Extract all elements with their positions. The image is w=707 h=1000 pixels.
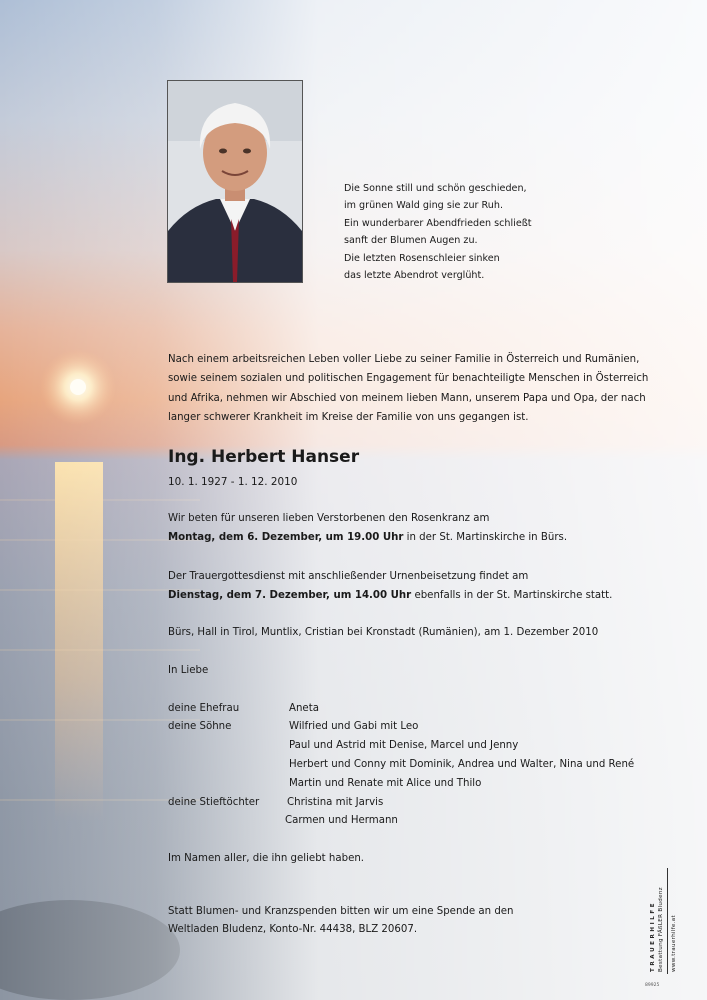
poem-line: im grünen Wald ging sie zur Ruh. (344, 200, 503, 212)
poem-line: sanft der Blumen Augen zu. (344, 235, 478, 247)
funeral-place: ebenfalls in der St. Martinskirche statt. (411, 590, 613, 601)
funeral-service-logo (648, 868, 694, 980)
deceased-name: Ing. Herbert Hanser (168, 447, 360, 467)
rosary-date: Montag, dem 6. Dezember, um 19.00 Uhr (168, 532, 404, 543)
family-name: Wilfried und Gabi mit Leo (289, 721, 419, 732)
family-label-stepdaughters: deine Stieftöchter (168, 797, 260, 808)
logo-line-1: T R A U E R H I L F E (650, 903, 656, 972)
intro-line: und Afrika, nehmen wir Abschied von meinem lieben Mann, unserem Papa und Opa, der nach (168, 392, 646, 404)
portrait-photo (167, 80, 303, 283)
family-label-sons: deine Söhne (168, 721, 232, 732)
intro-paragraph (168, 350, 678, 427)
family-name: Paul und Astrid mit Denise, Marcel und Jenny (289, 740, 519, 751)
family-label-wife: deine Ehefrau (168, 703, 240, 714)
closing-line: Im Namen aller, die ihn geliebt haben. (168, 853, 365, 864)
rosary-line-2 (168, 532, 567, 543)
logo-divider (667, 868, 668, 974)
rosary-place: in der St. Martinskirche in Bürs. (403, 532, 568, 543)
family-name: Christina mit Jarvis (287, 797, 384, 808)
in-love: In Liebe (168, 665, 209, 676)
family-name: Martin und Renate mit Alice und Thilo (289, 778, 482, 789)
poem-line: das letzte Abendrot verglüht. (344, 270, 485, 282)
places-and-date: Bürs, Hall in Tirol, Muntlix, Cristian bei Kronstadt (Rumänien), am 1. Dezember 2010 (168, 627, 599, 638)
intro-line: sowie seinem sozialen und politischen Engagement für benachteiligte Menschen in Österreich (168, 373, 649, 385)
family-name: Carmen und Hermann (285, 815, 398, 826)
family-name: Herbert und Conny mit Dominik, Andrea und Walter, Nina und René (289, 759, 635, 770)
rosary-line-1: Wir beten für unseren lieben Verstorbenen den Rosenkranz am (168, 513, 490, 524)
poem (344, 180, 604, 284)
funeral-line-1: Der Trauergottesdienst mit anschließender Urnenbeisetzung findet am (168, 571, 529, 582)
poem-line: Die letzten Rosenschleier sinken (344, 252, 500, 264)
poem-line: Die Sonne still und schön geschieden, (344, 183, 527, 194)
donation-line-1: Statt Blumen- und Kranzspenden bitten wir um eine Spende an den (168, 906, 514, 917)
funeral-line-2 (168, 590, 612, 601)
logo-line-2: Bestattung FÄßLER Bludenz (658, 887, 664, 972)
donation-line-2: Weltladen Bludenz, Konto-Nr. 44438, BLZ 20607. (168, 924, 418, 935)
life-dates: 10. 1. 1927 - 1. 12. 2010 (168, 476, 298, 488)
intro-line: Nach einem arbeitsreichen Leben voller Liebe zu seiner Familie in Österreich und Rumänien, (168, 354, 640, 365)
print-code: 89925 (645, 983, 660, 988)
family-name: Aneta (289, 703, 319, 714)
funeral-date: Dienstag, dem 7. Dezember, um 14.00 Uhr (168, 590, 412, 601)
intro-line: langer schwerer Krankheit im Kreise der Familie von uns gegangen ist. (168, 411, 529, 423)
logo-line-3: www.trauerhilfe.at (671, 915, 677, 972)
poem-line: Ein wunderbarer Abendfrieden schließt (344, 217, 532, 229)
